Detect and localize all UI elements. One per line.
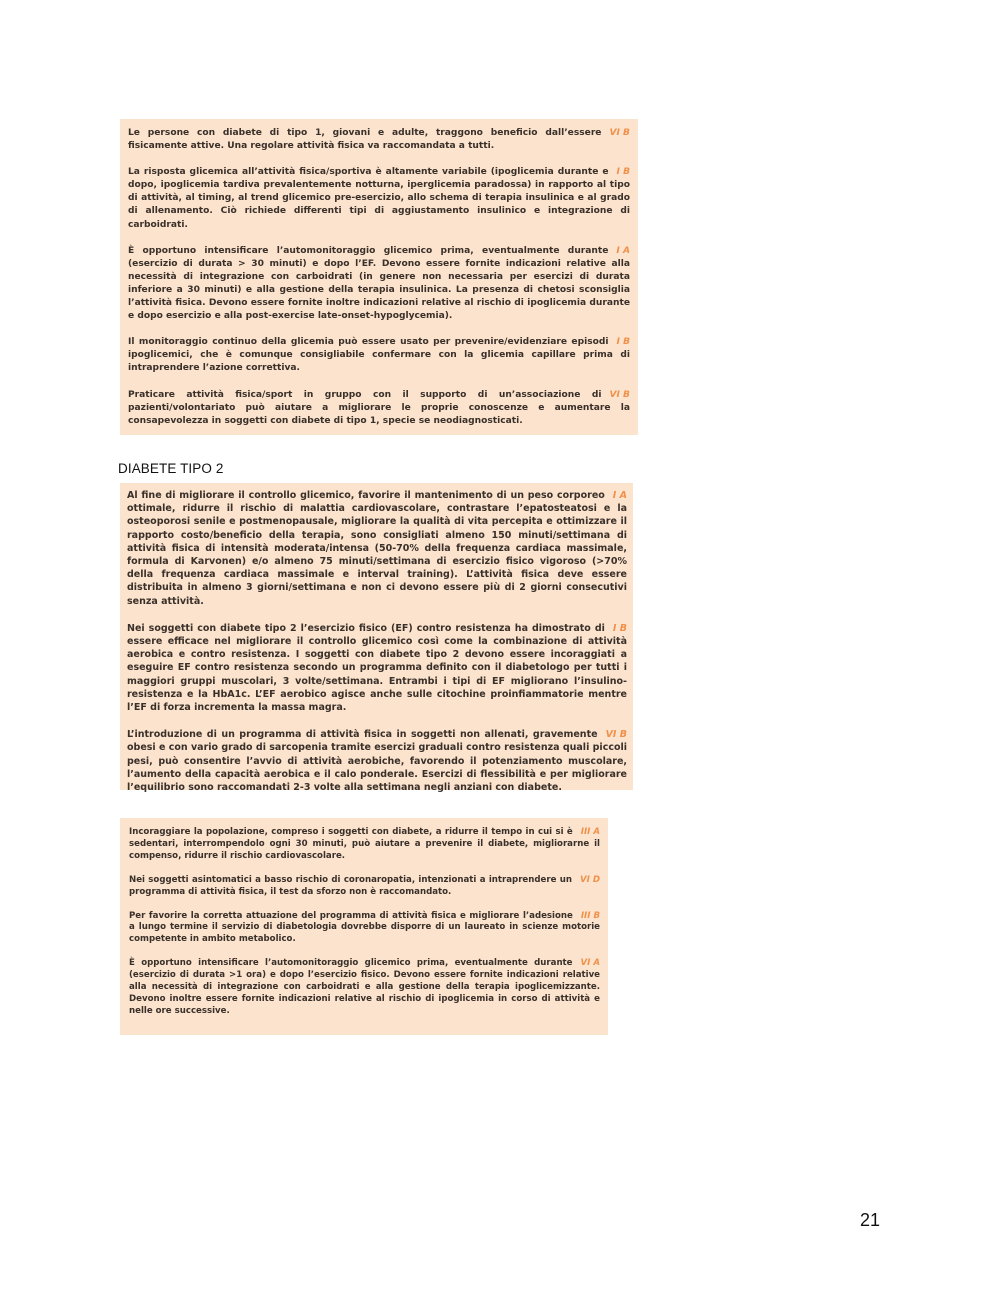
recommendation-paragraph <box>127 489 627 608</box>
recommendation-text: Al fine di migliorare il controllo glicemico, favorire il mantenimento di un peso corporeo ottimale, ridurre il rischio di malattia cardiovascolare, contrastare l’epatosteatosi e la osteoporosi senile e postmenopausale, migliorare la qualità di vita percepita e ottimizzare il rapporto costo/beneficio della terapia, sono consigliati almeno 150 minuti/settimana di attività fisica di intensità moderata/intensa (50-70% della frequenza cardiaca massimale, formula di Karvonen) e/o almeno 75 minuti/settimana di esercizio fisico vigoroso (>70% della frequenza cardiaca massimale e interval training). L’attività fisica deve essere distribuita in almeno 3 giorni/settimana e non ci devono essere più di 2 giorni consecutivi senza attività. <box>127 490 627 607</box>
evidence-grade: VI A <box>580 958 600 969</box>
recommendation-box-type2 <box>120 483 633 794</box>
section-heading-type2: DIABETE TIPO 2 <box>118 461 224 476</box>
recommendation-text: Nei soggetti asintomatici a basso rischio di coronaropatia, intenzionati a intraprendere un programma di attività fisica, il test da sforzo non è raccomandato. <box>129 874 573 897</box>
recommendation-paragraph <box>128 389 630 428</box>
recommendation-paragraph <box>129 875 600 899</box>
recommendation-text: La risposta glicemica all’attività fisica/sportiva è altamente variabile (ipoglicemia durante e dopo, ipoglicemia tardiva prevalentemente notturna, iperglicemia paradossa) in rapporto al tipo di attività, al timing, al trend glicemico pre-esercizio, allo schema di terapia insulinica e al grado di allenamento. Ciò richiede differenti tipi di aggiustamento insulinico e integrazione di carboidrati. <box>128 167 630 230</box>
evidence-grade: VI D <box>580 874 600 885</box>
recommendation-paragraph <box>129 958 600 1018</box>
recommendation-text: Il monitoraggio continuo della glicemia può essere usato per prevenire/evidenziare episodi ipoglicemici, che è comunque consigliabile confermare con la glicemia capillare prima di intraprendere l’azione correttiva. <box>128 337 630 374</box>
recommendation-paragraph <box>128 166 630 231</box>
evidence-grade: VI B <box>609 389 630 400</box>
evidence-grade: VI B <box>609 128 630 138</box>
recommendation-text: Le persone con diabete di tipo 1, giovani e adulte, traggono beneficio dall’essere fisicamente attive. Una regolare attività fisica va raccomandata a tutti. <box>128 128 602 152</box>
recommendation-text: È opportuno intensificare l’automonitoraggio glicemico prima, eventualmente durante (esercizio di durata > 30 minuti) e dopo l’EF. Devono essere fornite indicazioni relative alla necessità di integrazione con carboidrati (in genere non necessaria per esercizi di durata inferiore a 30 minuti) e alla gestione della terapia insulinica. La presenza di chetosi sconsiglia l’attività fisica. Devono essere fornite inoltre indicazioni relative al rischio di ipoglicemia durante e dopo esercizio e alla post-exercise late-onset-hypoglycemia). <box>128 245 630 322</box>
recommendation-text: L’introduzione di un programma di attività fisica in soggetti non allenati, gravemente obesi e con vario grado di sarcopenia tramite esercizi graduali contro resistenza quali piccoli pesi, può consentire l’avvio di attività aerobiche, favorendo il potenziamento muscolare, l’aumento della capacità aerobica e il calo ponderale. Esercizi di flessibilità e per migliorare l’equilibrio sono raccomandati 2-3 volte alla settimana negli anziani con diabete. <box>127 729 627 794</box>
recommendation-paragraph <box>128 336 630 375</box>
recommendation-paragraph <box>127 728 627 794</box>
page-number: 21 <box>860 1210 881 1230</box>
evidence-grade: I A <box>616 245 630 256</box>
evidence-grade: VI B <box>605 729 627 741</box>
recommendation-paragraph <box>129 911 600 947</box>
evidence-grade: I B <box>616 337 630 348</box>
recommendation-paragraph <box>128 245 630 324</box>
evidence-grade: I A <box>612 490 627 501</box>
evidence-grade: I B <box>616 167 630 178</box>
evidence-grade: I B <box>612 622 627 634</box>
recommendation-text: Nei soggetti con diabete tipo 2 l’esercizio fisico (EF) contro resistenza ha dimostrato di essere efficace nel migliorare il controllo glicemico così come la combinazione di attività aerobica e contro resistenza. I soggetti con diabete tipo 2 devono essere incoraggiati a eseguire EF contro resistenza secondo un programma definito con il diabetologo per tutti i maggiori gruppi muscolari, 3 volte/settimana. Entrambi i tipi di EF migliorano l’insulino-resistenza e la HbA1c. L’EF aerobico agisce anche sulle citochine proinfiammatorie mentre l’EF di forza incrementa la massa magra. <box>127 622 627 714</box>
recommendation-text: È opportuno intensificare l’automonitoraggio glicemico prima, eventualmente durante (esercizio di durata >1 ora) e dopo l’esercizio fisico. Devono essere fornite indicazioni relative alla necessità di integrazione con carboidrati e alla gestione della terapia ipoglicemizzante. Devono inoltre essere fornite indicazioni relative al rischio di ipoglicemia in corso di attività e nelle ore successive. <box>129 958 600 1016</box>
evidence-grade: III A <box>580 827 600 837</box>
recommendation-box-type1 <box>120 119 638 435</box>
recommendation-paragraph <box>128 127 630 153</box>
recommendation-paragraph <box>129 827 600 863</box>
recommendation-text: Praticare attività fisica/sport in gruppo con il supporto di un’associazione di pazienti/volontariato può aiutare a migliorare le proprie conoscenze e aumentare la consapevolezza in soggetti con diabete di tipo 1, specie se neodiagnosticati. <box>128 389 630 426</box>
recommendation-text: Per favorire la corretta attuazione del programma di attività fisica e migliorare l’adesione a lungo termine il servizio di diabetologia dovrebbe disporre di un laureato in scienze motorie competente in ambito metabolico. <box>129 910 600 945</box>
recommendation-text: Incoraggiare la popolazione, compreso i soggetti con diabete, a ridurre il tempo in cui si è sedentari, interrompendolo ogni 30 minuti, può aiutare a prevenire il diabete, migliorarne il compenso, ridurre il rischio cardiovascolare. <box>129 827 600 861</box>
recommendation-box-type2-continued <box>120 818 608 1035</box>
evidence-grade: III B <box>580 910 600 921</box>
recommendation-paragraph <box>127 622 627 714</box>
